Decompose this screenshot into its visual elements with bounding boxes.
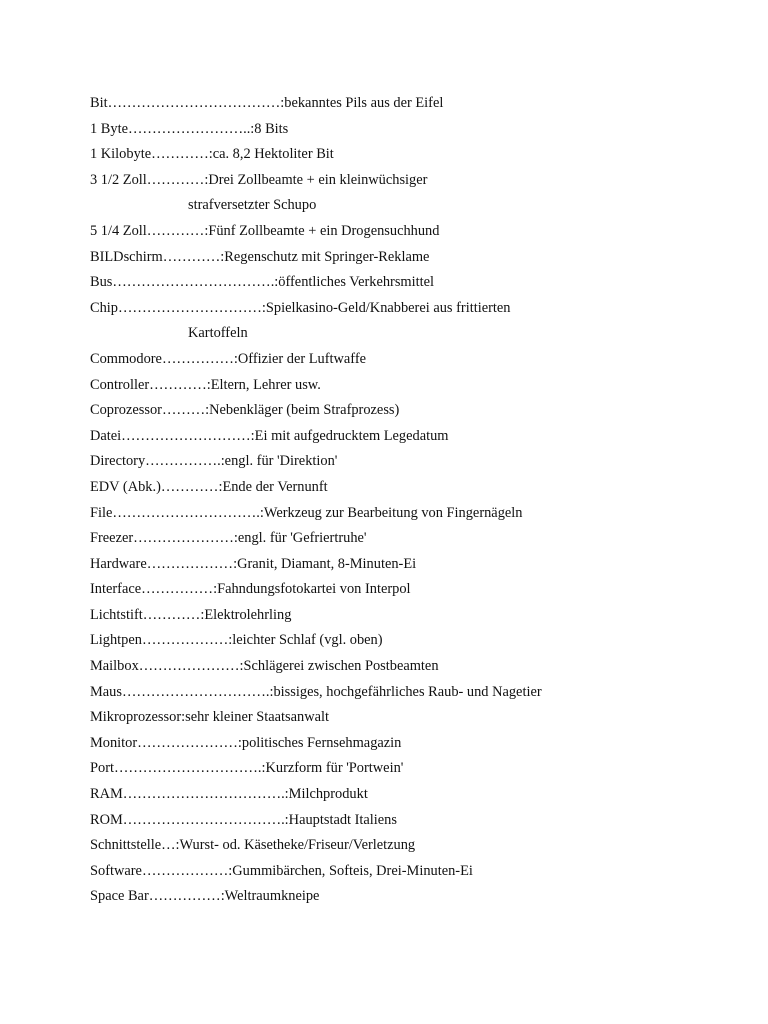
glossary-line-mikroprozessor: Mikroprozessor:sehr kleiner Staatsanwalt [90, 709, 329, 726]
glossary-line-maus: Maus………………………….:bissiges, hochgefährliches Raub- und Nagetier [90, 683, 542, 700]
glossary-line-schnittstelle: Schnittstelle…:Wurst- od. Käsetheke/Friseur/Verletzung [90, 837, 416, 854]
glossary-line-chip: Chip…………………………:Spielkasino-Geld/Knabberei aus frittierten [90, 299, 511, 316]
glossary-line-space-bar: Space Bar……………:Weltraumkneipe [90, 888, 320, 905]
glossary-line-software: Software………………:Gummibärchen, Softeis, Drei-Minuten-Ei [90, 862, 473, 879]
glossary-line-3-5-zoll: 3 1/2 Zoll…………:Drei Zollbeamte + ein kleinwüchsiger [90, 171, 428, 188]
glossary-line-commodore: Commodore……………:Offizier der Luftwaffe [90, 350, 367, 367]
glossary-line-bildschirm: BILDschirm…………:Regenschutz mit Springer-Reklame [90, 248, 430, 265]
glossary-line-lightpen: Lightpen………………:leichter Schlaf (vgl. oben) [90, 632, 383, 649]
glossary-line-continuation: Kartoffeln [188, 325, 248, 342]
glossary-line-bus: Bus…………………………….:öffentliches Verkehrsmittel [90, 274, 435, 291]
glossary-line-datei: Datei………………………:Ei mit aufgedrucktem Legedatum [90, 427, 449, 444]
glossary-line-byte: 1 Byte……………………..:8 Bits [90, 120, 289, 137]
glossary-list [90, 91, 730, 910]
glossary-line-kilobyte: 1 Kilobyte…………:ca. 8,2 Hektoliter Bit [90, 146, 334, 163]
glossary-line-ram: RAM…………………………….:Milchprodukt [90, 786, 368, 803]
glossary-line-monitor: Monitor…………………:politisches Fernsehmagazin [90, 734, 402, 751]
glossary-line-edv: EDV (Abk.)…………:Ende der Vernunft [90, 478, 328, 495]
glossary-line-file: File………………………….:Werkzeug zur Bearbeitung von Fingernägeln [90, 504, 523, 521]
glossary-line-directory: Directory…………….:engl. für 'Direktion' [90, 453, 338, 470]
glossary-line-controller: Controller…………:Eltern, Lehrer usw. [90, 376, 321, 393]
glossary-line-mailbox: Mailbox…………………:Schlägerei zwischen Postbeamten [90, 658, 439, 675]
glossary-line-continuation: strafversetzter Schupo [188, 197, 317, 214]
glossary-line-5-25-zoll: 5 1/4 Zoll…………:Fünf Zollbeamte + ein Drogensuchhund [90, 222, 440, 239]
glossary-line-bit: Bit………………………………:bekanntes Pils aus der Eifel [90, 95, 444, 111]
glossary-line-freezer: Freezer…………………:engl. für 'Gefriertruhe' [90, 530, 367, 547]
glossary-line-port: Port………………………….:Kurzform für 'Portwein' [90, 760, 404, 777]
glossary-line-rom: ROM…………………………….:Hauptstadt Italiens [90, 811, 397, 828]
glossary-line-lichtstift: Lichtstift…………:Elektrolehrling [90, 606, 292, 623]
glossary-line-coprozessor: Coprozessor………:Nebenkläger (beim Strafprozess) [90, 402, 400, 419]
glossary-line-interface: Interface……………:Fahndungsfotokartei von Interpol [90, 581, 411, 598]
glossary-line-hardware: Hardware………………:Granit, Diamant, 8-Minuten-Ei [90, 555, 417, 572]
